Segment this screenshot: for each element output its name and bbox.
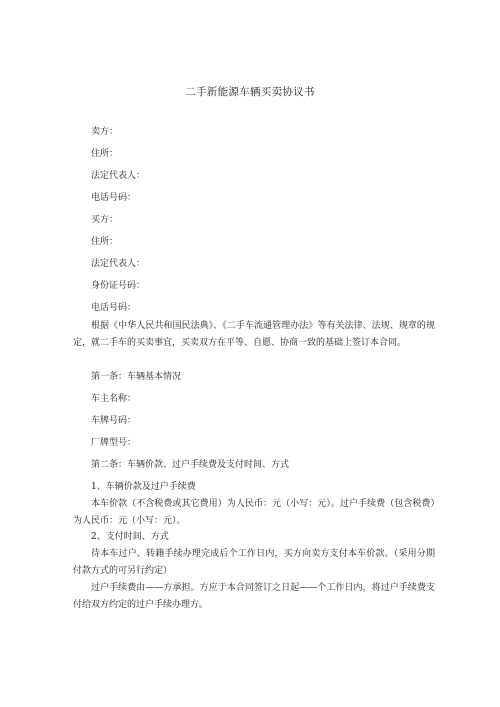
model-label: 厂牌型号： (91, 438, 137, 448)
seller-legal-rep-label: 法定代表人： (91, 171, 146, 181)
seller-address-label: 住所： (91, 149, 119, 159)
vehicle-name-label: 车主名称： (91, 394, 137, 404)
preamble-paragraph: 根据《中华人民共和国民法典》、《二手车流通管理办法》等有关法律、法规、规章的规定，就二手车的买卖事宜，买卖双方在平等、自愿、协商一致的基础上签订本合同。 (73, 321, 435, 348)
article2-heading: 第二条：车辆价款、过户手续费及支付时间、方式 (91, 460, 290, 470)
plate-number-label: 车牌号码： (91, 416, 137, 426)
article1-heading: 第一条：车辆基本情况 (91, 372, 182, 382)
buyer-id-label: 身份证号码： (91, 281, 146, 291)
seller-phone-label: 电话号码： (91, 193, 137, 203)
section2-heading: 2、支付时间、方式 (91, 532, 169, 542)
seller-label: 卖方： (91, 127, 119, 137)
price-paragraph: 本车价款（不含税费或其它费用）为人民币：元（小写：元）。过户手续费（包含税费）为人民币：元（小写：元）。 (73, 499, 435, 526)
buyer-legal-rep-label: 法定代表人： (91, 259, 146, 269)
transfer-fee-paragraph: 过户手续费由——方承担。方应于本合同签订之日起——个工作日内，将过户手续费支付给双方约定的过户手续办理方。 (73, 583, 435, 610)
section1-heading: 1、车辆价款及过户手续费 (91, 482, 196, 492)
buyer-address-label: 住所： (91, 237, 119, 247)
buyer-phone-label: 电话号码： (91, 303, 137, 313)
buyer-label: 买方： (91, 215, 119, 225)
document-title: 二手新能源车辆买卖协议书 (185, 86, 315, 98)
payment-paragraph: 待本车过户、转籍手续办理完成后个工作日内，买方向卖方支付本车价款。（采用分期付款方式的可另行约定） (73, 549, 435, 576)
